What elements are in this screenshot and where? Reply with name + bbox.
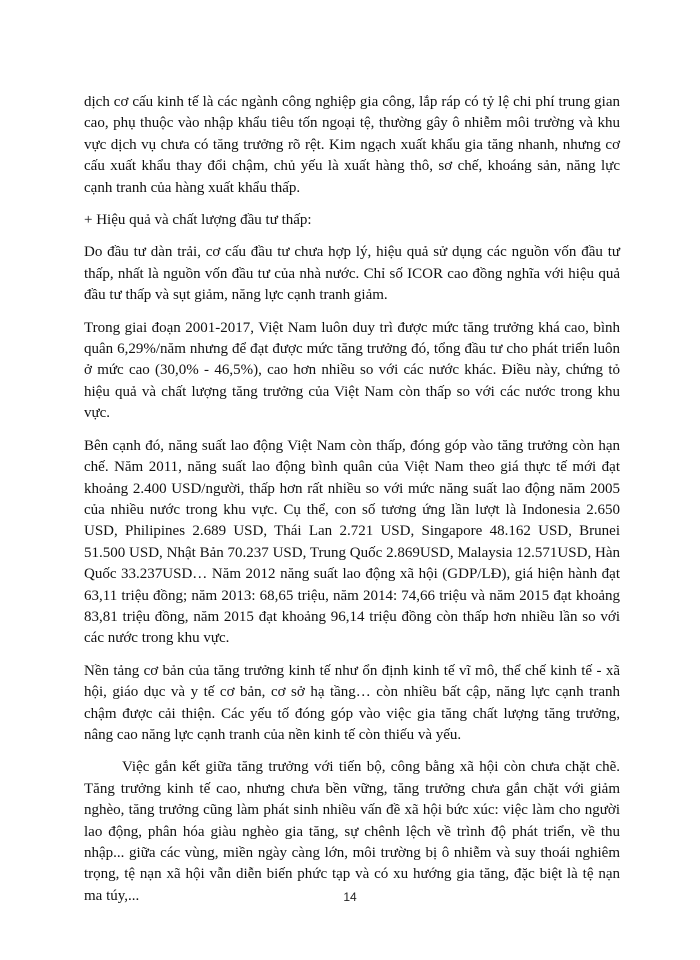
paragraph-social-progress: Việc gắn kết giữa tăng trưởng với tiến bộ, công bằng xã hội còn chưa chặt chẽ. Tăng trưởng kinh tế cao, nhưng chưa bền vững, tăng trưởng chưa gắn chặt với giảm nghèo, tăng trưởng cũng làm phát sinh nhiều vấn đề xã hội bức xúc: việc làm cho người lao động, phân hóa giàu nghèo gia tăng, sự chênh lệch về trình độ phát triển, về thu nhập... giữa các vùng, miền ngày càng lớn, môi trường bị ô nhiễm và suy thoái nghiêm trọng, tệ nạn xã hội vẫn diễn biến phức tạp và có xu hướng gia tăng, đặc biệt là tệ nạn ma túy,... xyxy=(84,759,620,904)
paragraph-economic-structure: dịch cơ cấu kinh tế là các ngành công nghiệp gia công, lắp ráp có tỷ lệ chi phí trung gian cao, phụ thuộc vào nhập khẩu tiêu tốn ngoại tệ, thường gây ô nhiễm môi trường và khu vực dịch vụ chưa có tăng trưởng rõ rệt. Kim ngạch xuất khẩu gia tăng nhanh, nhưng cơ cấu xuất khẩu thay đổi chậm, chủ yếu là xuất hàng thô, sơ chế, khoáng sản, năng lực cạnh tranh của hàng xuất khẩu thấp. xyxy=(84,94,620,196)
document-body xyxy=(84,92,620,918)
paragraph-investment-efficiency: Do đầu tư dàn trải, cơ cấu đầu tư chưa hợp lý, hiệu quả sử dụng các nguồn vốn đầu tư thấp, nhất là nguồn vốn đầu tư của nhà nước. Chỉ số ICOR cao đồng nghĩa với hiệu quả đầu tư thấp và sụt giảm, năng lực cạnh tranh giảm. xyxy=(84,244,620,304)
page-number: 14 xyxy=(343,890,357,904)
paragraph-labor-productivity: Bên cạnh đó, năng suất lao động Việt Nam còn thấp, đóng góp vào tăng trưởng còn hạn chế. Năm 2011, năng suất lao động bình quân của Việt Nam theo giá thực tế mới đạt khoảng 2.400 USD/người, thấp hơn rất nhiều so với mức năng suất lao động năm 2005 của nhiều nước trong khu vực. Cụ thể, con số tương ứng lần lượt là Indonesia 2.650 USD, Philipines 2.689 USD, Thái Lan 2.721 USD, Singapore 48.162 USD, Brunei 51.500 USD, Nhật Bản 70.237 USD, Trung Quốc 2.869USD, Malaysia 12.571USD, Hàn Quốc 33.237USD… Năm 2012 năng suất lao động xã hội (GDP/LĐ), giá hiện hành đạt 63,11 triệu đồng; năm 2013: 68,65 triệu, năm 2014: 74,66 triệu và năm 2015 đạt khoảng 83,81 triệu đồng, năm 2015 đạt khoảng 96,14 triệu đồng còn thấp hơn nhiều lần so với các nước trong khu vực. xyxy=(84,437,620,647)
paragraph-growth-foundations: Nền tảng cơ bản của tăng trưởng kinh tế như ổn định kinh tế vĩ mô, thể chế kinh tế - xã hội, giáo dục và y tế cơ bản, cơ sở hạ tầng… còn nhiều bất cập, năng lực cạnh tranh chậm được cải thiện. Các yếu tố đóng góp vào việc gia tăng chất lượng tăng trưởng, nâng cao năng lực cạnh tranh của nền kinh tế còn thiếu và yếu. xyxy=(84,662,620,743)
paragraph-investment-heading: + Hiệu quả và chất lượng đầu tư thấp: xyxy=(84,212,312,229)
paragraph-growth-2001-2017: Trong giai đoạn 2001-2017, Việt Nam luôn duy trì được mức tăng trưởng khá cao, bình quân 6,29%/năm nhưng để đạt được mức tăng trưởng đó, tổng đầu tư cho phát triển luôn ở mức cao (30,0% - 46,5%), cao hơn nhiều so với các nước khác. Điều này, chứng tỏ hiệu quả và chất lượng tăng trưởng của Việt Nam còn thấp so với các nước trong khu vực. xyxy=(84,319,620,422)
